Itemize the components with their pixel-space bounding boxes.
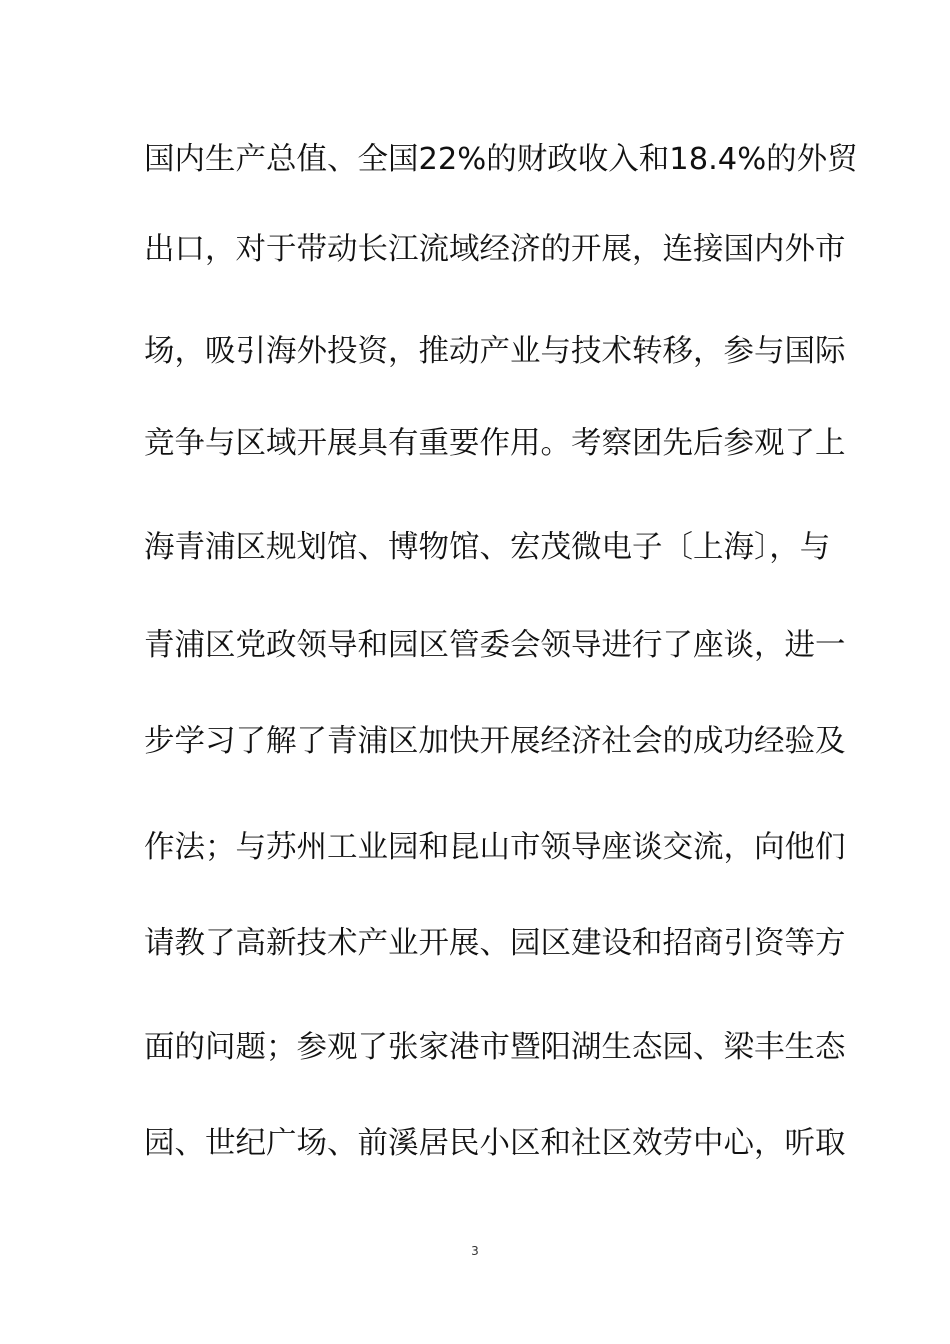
page-number: 3 xyxy=(471,1244,479,1258)
body-text-line: 海青浦区规划馆、博物馆、宏茂微电子〔上海〕，与 xyxy=(144,530,831,565)
body-text-line: 作法；与苏州工业园和昆山市领导座谈交流，向他们 xyxy=(144,830,846,865)
body-text-line: 场，吸引海外投资，推动产业与技术转移，参与国际 xyxy=(144,334,846,369)
body-text-line: 面的问题；参观了张家港市暨阳湖生态园、梁丰生态 xyxy=(144,1030,846,1065)
body-text-line: 出口，对于带动长江流域经济的开展，连接国内外市 xyxy=(144,232,846,267)
body-text-line: 青浦区党政领导和园区管委会领导进行了座谈，进一 xyxy=(144,628,846,663)
body-text-line: 竞争与区域开展具有重要作用。考察团先后参观了上 xyxy=(144,426,846,461)
body-text-line: 步学习了解了青浦区加快开展经济社会的成功经验及 xyxy=(144,724,846,759)
body-text-line: 园、世纪广场、前溪居民小区和社区效劳中心，听取 xyxy=(144,1126,846,1161)
body-text-line: 国内生产总值、全国22%的财政收入和18.4%的外贸 xyxy=(144,142,858,177)
body-text-line: 请教了高新技术产业开展、园区建设和招商引资等方 xyxy=(144,926,846,961)
